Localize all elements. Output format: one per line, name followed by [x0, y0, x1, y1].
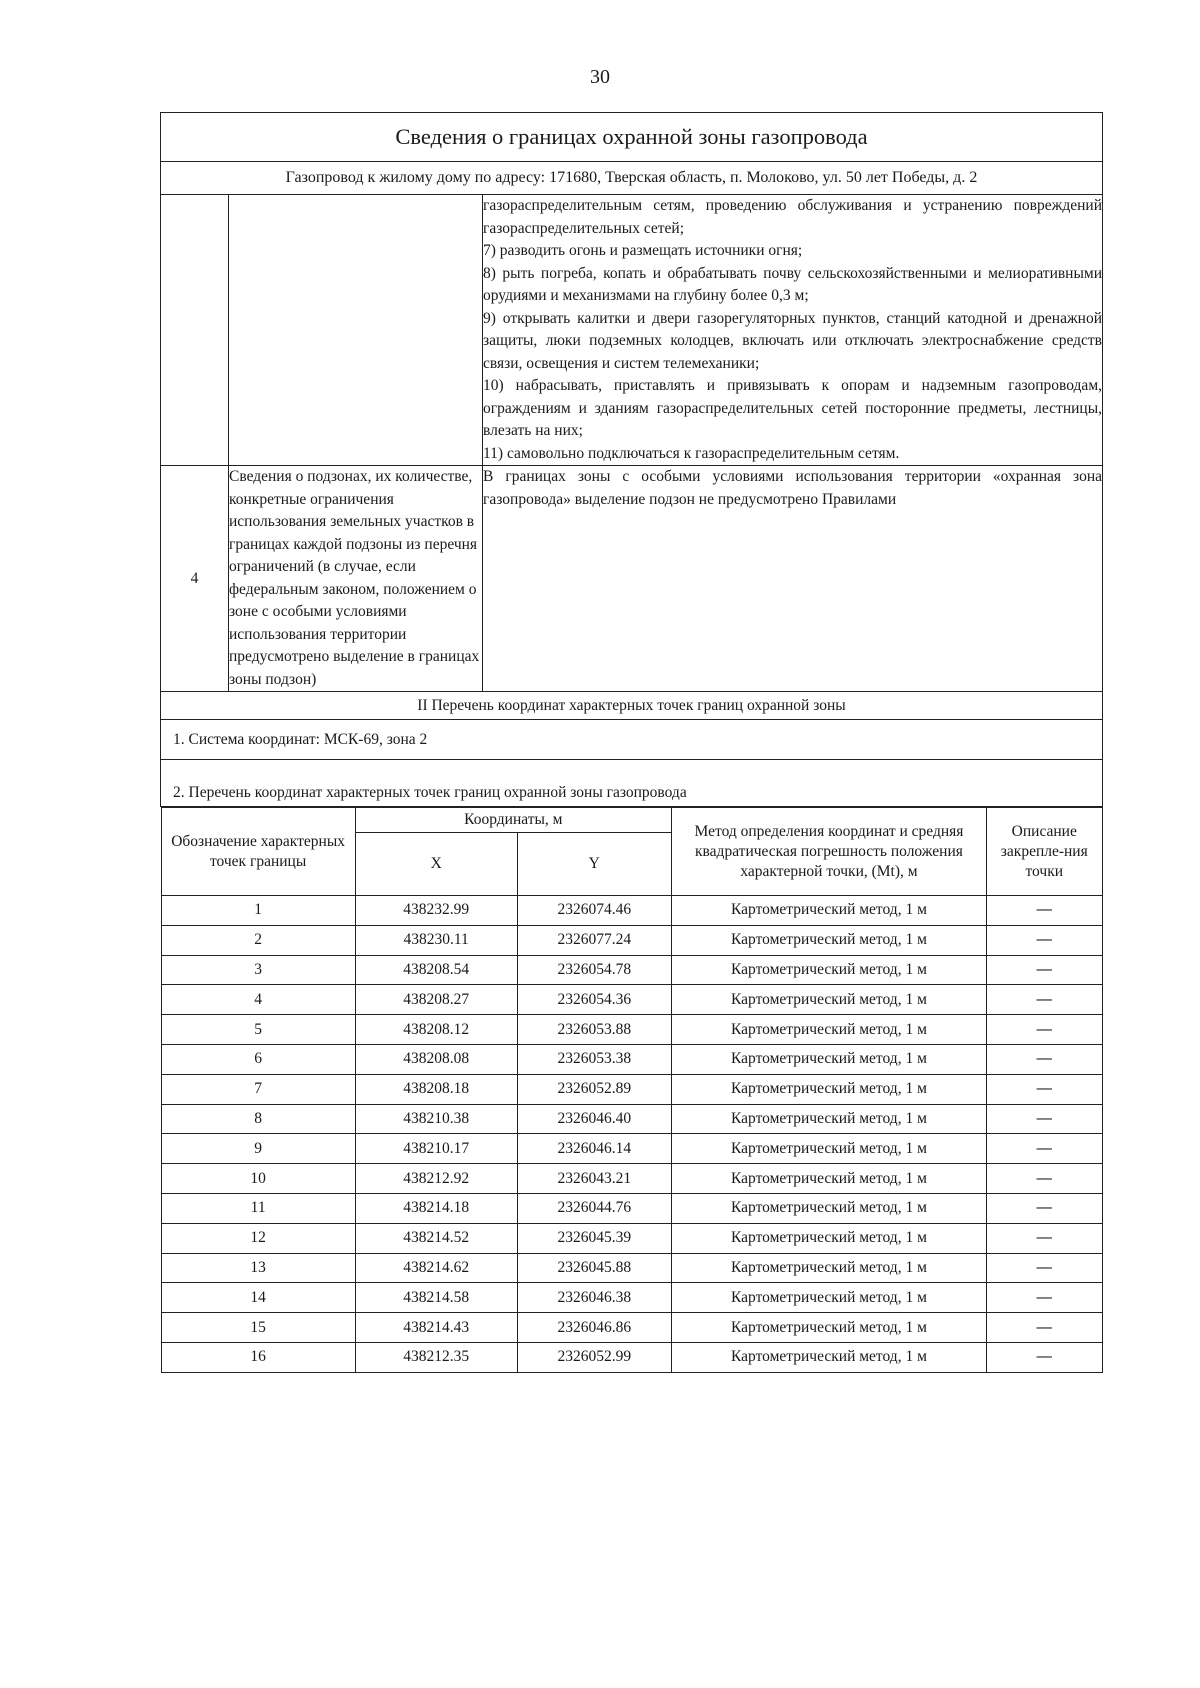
x-coordinate-cell: 438214.62: [355, 1253, 517, 1283]
table-row: [161, 1015, 1102, 1045]
restriction-item: 11) самовольно подключаться к газораспределительным сетям.: [483, 444, 900, 462]
method-cell: Картометрический метод, 1 м: [671, 1313, 986, 1343]
point-number-cell: 4: [161, 985, 355, 1015]
restrictions-list: [483, 195, 1103, 466]
method-cell: Картометрический метод, 1 м: [671, 1044, 986, 1074]
x-coordinate-cell: 438208.12: [355, 1015, 517, 1045]
method-cell: Картометрический метод, 1 м: [671, 1164, 986, 1194]
table-row: [161, 466, 1103, 692]
x-coordinate-cell: 438214.43: [355, 1313, 517, 1343]
method-cell: Картометрический метод, 1 м: [671, 985, 986, 1015]
restriction-item: 7) разводить огонь и размещать источники огня;: [483, 242, 803, 259]
point-number-cell: 14: [161, 1283, 355, 1313]
section-heading: II Перечень координат характерных точек границ охранной зоны: [161, 692, 1103, 720]
x-coordinate-cell: 438208.08: [355, 1044, 517, 1074]
subzone-label: Сведения о подзонах, их количестве, конкретные ограничения использования земельных участков в границах каждой подзоны из перечня ограничений (в случае, если федеральным законом, положением о зоне с особыми условиями использования территории предусмотрено выделение в границах зоны подзон): [229, 466, 483, 692]
y-coordinate-cell: 2326054.78: [517, 955, 671, 985]
table-row: [161, 195, 1103, 466]
y-coordinate-cell: 2326044.76: [517, 1193, 671, 1223]
page-number: 30: [590, 66, 610, 88]
method-cell: Картометрический метод, 1 м: [671, 1015, 986, 1045]
method-cell: Картометрический метод, 1 м: [671, 1104, 986, 1134]
row-number-cell: [161, 195, 229, 466]
point-number-cell: 6: [161, 1044, 355, 1074]
method-cell: Картометрический метод, 1 м: [671, 1193, 986, 1223]
method-cell: Картометрический метод, 1 м: [671, 1283, 986, 1313]
method-cell: Картометрический метод, 1 м: [671, 1074, 986, 1104]
fixing-cell: —: [987, 1313, 1102, 1343]
fixing-cell: —: [987, 1223, 1102, 1253]
y-coordinate-cell: 2326077.24: [517, 925, 671, 955]
x-coordinate-cell: 438214.18: [355, 1193, 517, 1223]
y-coordinate-cell: 2326046.38: [517, 1283, 671, 1313]
table-row: [161, 1313, 1102, 1343]
x-coordinate-cell: 438230.11: [355, 925, 517, 955]
method-cell: Картометрический метод, 1 м: [671, 1253, 986, 1283]
y-coordinate-cell: 2326046.14: [517, 1134, 671, 1164]
x-coordinate-cell: 438208.27: [355, 985, 517, 1015]
fixing-cell: —: [987, 1104, 1102, 1134]
method-cell: Картометрический метод, 1 м: [671, 1223, 986, 1253]
point-number-cell: 1: [161, 896, 355, 926]
y-coordinate-cell: 2326054.36: [517, 985, 671, 1015]
header-coordinates: Координаты, м: [355, 808, 671, 833]
x-coordinate-cell: 438210.38: [355, 1104, 517, 1134]
row-number: 4: [161, 466, 229, 692]
y-coordinate-cell: 2326045.88: [517, 1253, 671, 1283]
restriction-item: 10) набрасывать, приставлять и привязывать к опорам и надземным газопроводам, ограждениям и зданиям газораспределительных сетей посторонние предметы, лестницы, влезать на них;: [483, 377, 1102, 439]
point-number-cell: 12: [161, 1223, 355, 1253]
fixing-cell: —: [987, 1074, 1102, 1104]
table-row: [161, 1223, 1102, 1253]
point-number-cell: 8: [161, 1104, 355, 1134]
fixing-cell: —: [987, 1253, 1102, 1283]
y-coordinate-cell: 2326074.46: [517, 896, 671, 926]
header-y: Y: [517, 833, 671, 896]
fixing-cell: —: [987, 985, 1102, 1015]
table-row: [161, 1104, 1102, 1134]
coordinates-body: [161, 896, 1102, 1373]
x-coordinate-cell: 438212.35: [355, 1342, 517, 1372]
method-cell: Картометрический метод, 1 м: [671, 1134, 986, 1164]
point-number-cell: 9: [161, 1134, 355, 1164]
point-number-cell: 3: [161, 955, 355, 985]
coordinates-table: [161, 807, 1103, 1373]
fixing-cell: —: [987, 1283, 1102, 1313]
restriction-item: 9) открывать калитки и двери газорегуляторных пунктов, станций катодной и дренажной защиты, люки подземных колодцев, включать или отключать электроснабжение средств связи, освещения и систем телемеханики;: [483, 309, 1102, 372]
x-coordinate-cell: 438232.99: [355, 896, 517, 926]
fixing-cell: —: [987, 1015, 1102, 1045]
coordinates-wrapper: [161, 807, 1103, 1373]
x-coordinate-cell: 438214.58: [355, 1283, 517, 1313]
point-number-cell: 16: [161, 1342, 355, 1372]
y-coordinate-cell: 2326046.40: [517, 1104, 671, 1134]
table-row: [161, 1253, 1102, 1283]
x-coordinate-cell: 438212.92: [355, 1164, 517, 1194]
pipeline-address: Газопровод к жилому дому по адресу: 171680, Тверская область, п. Молоково, ул. 50 лет Победы, д. 2: [161, 162, 1103, 195]
restriction-item: газораспределительным сетям, проведению обслуживания и устранению повреждений газораспределительных сетей;: [483, 197, 1102, 237]
fixing-cell: —: [987, 1134, 1102, 1164]
coordinate-system: 1. Система координат: МСК-69, зона 2: [161, 720, 1103, 760]
table-row: [161, 1044, 1102, 1074]
table-row: [161, 1342, 1102, 1372]
header-method: Метод определения координат и средняя квадратическая погрешность положения характерной точки, (Mt), м: [671, 808, 986, 896]
x-coordinate-cell: 438214.52: [355, 1223, 517, 1253]
table-row: [161, 925, 1102, 955]
x-coordinate-cell: 438208.54: [355, 955, 517, 985]
row-name-cell: [229, 195, 483, 466]
point-number-cell: 15: [161, 1313, 355, 1343]
table-row: [161, 955, 1102, 985]
header-point: Обозначение характерных точек границы: [161, 808, 355, 896]
method-cell: Картометрический метод, 1 м: [671, 1342, 986, 1372]
coordinates-list-title: 2. Перечень координат характерных точек границ охранной зоны газопровода: [161, 760, 1103, 807]
x-coordinate-cell: 438210.17: [355, 1134, 517, 1164]
point-number-cell: 7: [161, 1074, 355, 1104]
table-row: [161, 985, 1102, 1015]
y-coordinate-cell: 2326043.21: [517, 1164, 671, 1194]
fixing-cell: —: [987, 1164, 1102, 1194]
table-row: [161, 1134, 1102, 1164]
point-number-cell: 13: [161, 1253, 355, 1283]
subzone-value: В границах зоны с особыми условиями использования территории «охранная зона газопровода» выделение подзон не предусмотрено Правилами: [483, 466, 1103, 692]
x-coordinate-cell: 438208.18: [355, 1074, 517, 1104]
fixing-cell: —: [987, 955, 1102, 985]
y-coordinate-cell: 2326046.86: [517, 1313, 671, 1343]
method-cell: Картометрический метод, 1 м: [671, 896, 986, 926]
point-number-cell: 10: [161, 1164, 355, 1194]
y-coordinate-cell: 2326053.88: [517, 1015, 671, 1045]
y-coordinate-cell: 2326052.89: [517, 1074, 671, 1104]
document-title: Сведения о границах охранной зоны газопровода: [161, 113, 1103, 162]
method-cell: Картометрический метод, 1 м: [671, 925, 986, 955]
fixing-cell: —: [987, 925, 1102, 955]
table-row: [161, 1074, 1102, 1104]
header-fixing: Описание закрепле-ния точки: [987, 808, 1102, 896]
fixing-cell: —: [987, 896, 1102, 926]
method-cell: Картометрический метод, 1 м: [671, 955, 986, 985]
y-coordinate-cell: 2326053.38: [517, 1044, 671, 1074]
fixing-cell: —: [987, 1193, 1102, 1223]
fixing-cell: —: [987, 1044, 1102, 1074]
table-row: [161, 1193, 1102, 1223]
restriction-item: 8) рыть погреба, копать и обрабатывать почву сельскохозяйственными и мелиоративными орудиями и механизмами на глубину более 0,3 м;: [483, 264, 1102, 304]
y-coordinate-cell: 2326052.99: [517, 1342, 671, 1372]
point-number-cell: 11: [161, 1193, 355, 1223]
table-row: [161, 896, 1102, 926]
table-row: [161, 1283, 1102, 1313]
zone-info-table: [160, 112, 1103, 1373]
header-x: X: [355, 833, 517, 896]
point-number-cell: 5: [161, 1015, 355, 1045]
point-number-cell: 2: [161, 925, 355, 955]
table-row: [161, 1164, 1102, 1194]
y-coordinate-cell: 2326045.39: [517, 1223, 671, 1253]
fixing-cell: —: [987, 1342, 1102, 1372]
